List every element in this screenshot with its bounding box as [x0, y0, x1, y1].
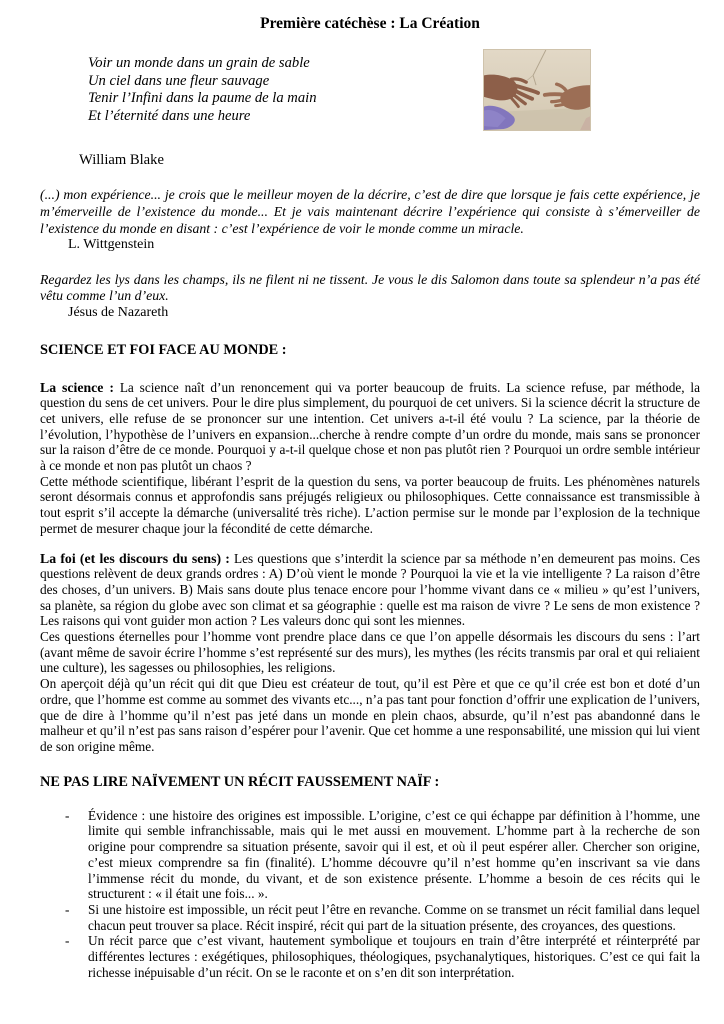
creation-of-adam-illustration — [484, 50, 590, 130]
dash-bullet: - — [65, 807, 70, 823]
jesus-quote-author: Jésus de Nazareth — [68, 304, 169, 320]
poem-line: Un ciel dans une fleur sauvage — [88, 72, 270, 89]
list-item-text: Évidence : une histoire des origines est impossible. L’origine, c’est ce qui échappe par définition à l’homme, une limite qui semble infranchissable, mais qui le met aussi en mouvement. L’homme part à la recherche de son origine pour comprendre sa situation présente, savoir qui il est, et où il peut espérer aller. Chercher son origine, c’est mieux comprendre sa fin (finalité). L’homme découvre qu’il n’est homme qu’en inscrivant sa vie dans l’immense récit du monde, du vivant, et de son existence présente. L’homme a besoin de ces récits qui le structurent : « il était une fois... ». — [88, 807, 700, 902]
list-item — [40, 902, 700, 933]
jesus-quote: Regardez les lys dans les champs, ils ne filent ni ne tissent. Je vous le dis Salomon dans toute sa splendeur n’a pas été vêtu comme l’un d’eux. — [40, 271, 700, 304]
creation-of-adam-artwork — [483, 49, 591, 131]
la-foi-text: Les questions que s’interdit la science par sa méthode n’en demeurent pas moins. Ces questions relèvent de deux grands ordres : A) D’où vient le monde ? Pourquoi la vie et la vie intelligente ? La raison d’être des choses, d’un univers. B) Mais sans doute plus tenace encore pour l’homme vivant dans ce « milieu » qu’est l’univers, sa planète, sa région du globe avec son climat et sa géographie : quelle est ma raison de vivre ? Le sens de mon existence ? Les raisons qui vont guider mon action ? Les valeurs donc qui sont les miennes. — [40, 550, 700, 629]
poem-line: Voir un monde dans un grain de sable — [88, 55, 310, 71]
la-science-text: La science naît d’un renoncement qui va porter beaucoup de fruits. La science refuse, par méthode, la question du sens de cet univers. Pour le dire plus simplement, du pourquoi de cet univers. Si la science décrit la structure de cet univers, elle refuse de se prononcer sur une intention. Cet univers a-t-il été voulu ? La science, par la théorie de l’évolution, l’hypothèse de l’univers en expansion...cherche à rendre compte d’un ordre du monde, mais sans se prononcer sur la raison d’être de ce monde. Pourquoi y a-t-il quelque chose et non pas plutôt rien ? Pourquoi un ordre semble intérieur à ce monde et non pas plutôt un chaos ? — [40, 379, 700, 474]
list-item — [40, 933, 700, 980]
paragraph-la-foi — [40, 551, 700, 630]
paragraph-la-science — [40, 380, 700, 474]
dash-bullet: - — [65, 901, 70, 917]
la-science-lead: La science : — [40, 379, 114, 395]
page-title: Première catéchèse : La Création — [260, 15, 480, 32]
dash-bullet: - — [65, 933, 70, 949]
poem-line: Et l’éternité dans une heure — [88, 107, 251, 124]
la-foi-lead: La foi (et les discours du sens) : — [40, 550, 230, 566]
blake-poem — [88, 55, 700, 125]
section-heading-science-et-foi: SCIENCE ET FOI FACE AU MONDE : — [40, 341, 287, 358]
wittgenstein-quote: (...) mon expérience... je crois que le meilleur moyen de la décrire, c’est de dire que lorsque je fais cette expérience, je m’émerveille de l’existence du monde... Et je vais maintenant décrire l’expérience qui consiste à s’émerveiller de l’existence du monde en disant : c’est l’expérience de voir le monde comme un miracle. — [40, 187, 700, 236]
section-heading-ne-pas-lire: NE PAS LIRE NAÏVEMENT UN RÉCIT FAUSSEMENT NAÏF : — [40, 773, 440, 790]
paragraph-methode-scientifique: Cette méthode scientifique, libérant l’esprit de la question du sens, va porter beaucoup de fruits. Les phénomènes naturels seront désormais connus et approfondis sans préjugés religieux ou philosophiques. Cette connaissance est transmissible à tout esprit s’il accepte la démarche (universalité très riche). L’action permise sur le monde par l’explosion de la technique permet de mesurer chaque jour la fécondité de cette démarche. — [40, 473, 700, 536]
list-item-text: Un récit parce que c’est vivant, hautement symbolique et toujours en train d’être interprété et réinterprété par différentes lectures : exégétiques, philosophiques, théologiques, psychanalytiques, historiques. C’est ce qui fait la richesse inépuisable d’un récit. On se le raconte et on s’en dit son interprétation. — [88, 933, 700, 980]
poem-line: Tenir l’Infini dans la paume de la main — [88, 90, 317, 107]
paragraph-questions-eternelles: Ces questions éternelles pour l’homme vont prendre place dans ce que l’on appelle désormais les discours du sens : l’art (avant même de savoir écrire l’homme s’est représenté sur des murs), les mythes (les récits transmis par oral et qui reliaient une culture), les sagesses ou philosophies, les religions. — [40, 629, 700, 676]
wittgenstein-quote-author: L. Wittgenstein — [68, 237, 155, 253]
paragraph-on-apercoit: On aperçoit déjà qu’un récit qui dit que Dieu est créateur de tout, qu’il est Père et que ce qu’il crée est bon et doté d’un ordre, que l’homme est comme au sommet des vivants etc..., n’a pas tant pour fonction d’offrir une explication de l’univers, que de dire à l’homme qu’il n’est pas jeté dans un monde en plein chaos, absurde, qu’il n’est pas abandonné dans le malheur et qu’il n’est pas sans raison d’espérer pour l’avenir. Que cet homme a une responsabilité, une mission qui lui vient de son origine même. — [40, 676, 700, 754]
recit-bullet-list — [40, 808, 700, 981]
poem-author: William Blake — [79, 152, 164, 169]
list-item — [40, 808, 700, 902]
list-item-text: Si une histoire est impossible, un récit peut l’être en revanche. Comme on se transmet un récit familial dans lequel chacun peut trouver sa place. Récit inspiré, récit qui part de la situation présente, des croyances, des questions. — [88, 901, 700, 933]
